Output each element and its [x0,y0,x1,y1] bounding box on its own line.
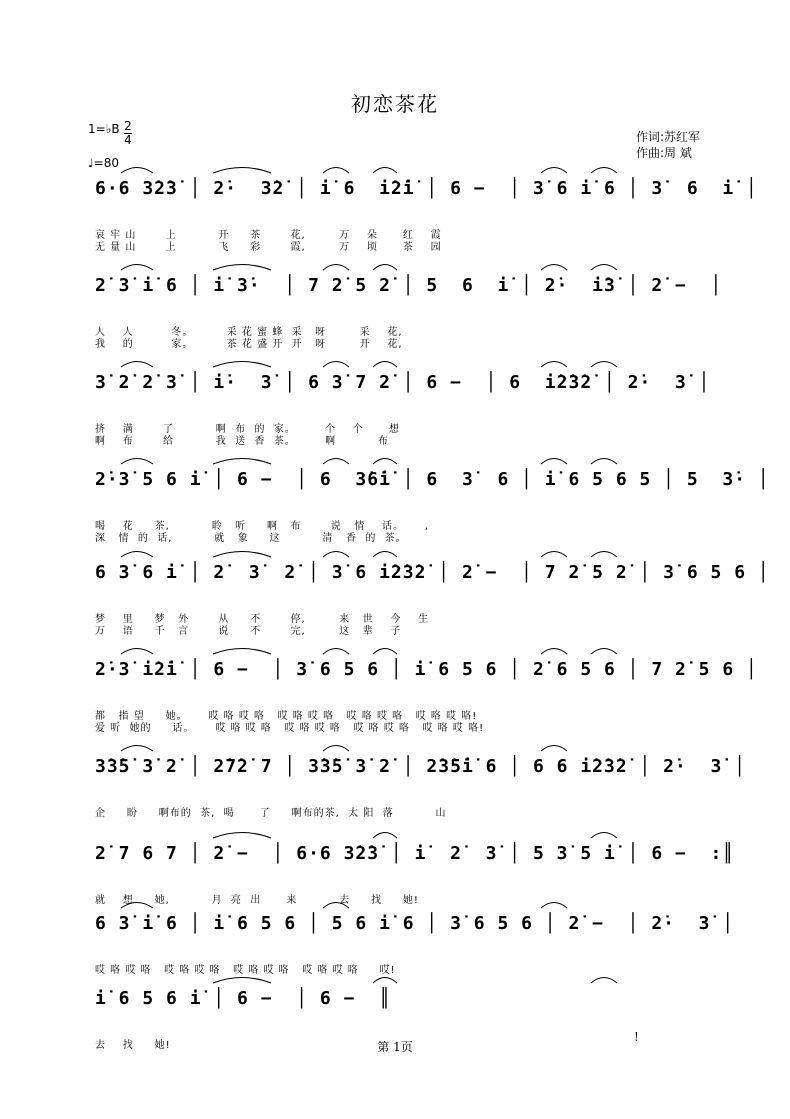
slur-mark [322,899,350,909]
lyric-line-1: 人 人 冬。 采 花 蜜 蜂 采 呀 采 花, [95,327,403,338]
slur-curve [121,459,153,465]
lyric-line-1: 哀 牢 山 上 开 茶 花, 万 朵 红 霞 [95,230,442,241]
slur-curve [213,649,271,655]
slur-mark [212,358,272,368]
slur-curve [121,746,153,752]
notation-line: 6 3̇ 6 i̇ │ 2̇ 3̇ 2̇ │ 3̇ 6 i̇2̇3̇2̇ │ 2̇ − │ 7 2̇ 5 2̇ │ 3̇ 6 5 6 │ [95,562,770,583]
slur-curve [591,552,617,558]
lyric-line-1: 去 找 她! [95,1040,171,1051]
slur-curve [591,459,617,465]
slur-mark [590,645,618,655]
slur-mark [322,742,350,752]
slur-curve [541,362,567,368]
slur-mark [322,261,350,271]
slur-mark [212,261,272,271]
slur-curve [591,168,617,174]
slur-curve [541,903,567,909]
slur-mark [590,548,618,558]
song-title: 初恋茶花 [351,92,439,116]
slur-mark [322,455,350,465]
lyric-line-2: 深 情 的 话, 就 象 这 清 香 的 茶。 [95,533,407,544]
slur-mark [590,164,618,174]
slur-curve [323,649,349,655]
score-system [0,756,790,856]
slur-mark [540,899,568,909]
slur-mark [212,548,272,558]
slur-curve [541,552,567,558]
slur-mark [212,455,272,465]
slur-curve [373,459,397,465]
slur-mark [540,548,568,558]
lyric-line-2: 无 量 山 上 飞 彩 霞, 万 顷 茶 园 [95,242,442,253]
slur-mark [212,164,272,174]
slur-mark [120,548,154,558]
slur-curve [213,459,271,465]
notation-line: 6 3̇ i̇ 6 │ i̇ 6 5 6 │ 5 6 i̇ 6 │ 3̇ 6 5 6 │ 2̇ − │ 2̇· 3̇ │ [95,913,735,934]
slur-curve [373,362,397,368]
slur-curve [591,265,617,271]
slur-mark [322,645,350,655]
slur-curve [373,552,397,558]
slur-mark [120,455,154,465]
notation-line: i̇ 6 5 6 i̇ │ 6 − │ 6 − ║ [95,988,391,1009]
slur-curve [373,168,397,174]
slur-curve [591,649,617,655]
stray-mark: ! [634,1030,639,1044]
time-signature-bottom: 4 [124,133,132,147]
slur-curve [591,362,617,368]
slur-mark [372,261,398,271]
slur-mark [120,645,154,655]
lyric-line-2: 我 的 家。 茶 花 盛 开 开 呀 开 花, [95,339,403,350]
slur-mark [372,358,398,368]
slur-curve [373,649,397,655]
slur-curve [541,459,567,465]
slur-curve [541,265,567,271]
page-number: 第 1页 [377,1040,413,1054]
slur-curve [323,265,349,271]
notation-line: 3̇ 2̇ 2̇ 3̇ │ i̇· 3̇ │ 6 3̇ 7 2̇ │ 6 − │ 6 i̇2̇3̇2̇ │ 2̇· 3̇ │ [95,372,711,393]
lyric-line-1: 都 指 望 她。 哎 咯 哎 咯 哎 咯 哎 咯 哎 咯 哎 咯 哎 咯 哎 咯! [95,711,478,722]
slur-curve [541,746,567,752]
slur-mark [120,358,154,368]
notation-line: 2̇·3̇ i̇2̇i̇ │ 6 − │ 3̇ 6 5 6 │ i̇ 6 5 6 │ 2̇ 6 5 6 │ 7 2̇ 5 6 │ [95,659,758,680]
slur-curve [323,459,349,465]
slur-mark [540,358,568,368]
slur-curve [323,362,349,368]
lyric-line-2: 啊 布 给 我 送 香 茶。 啊 布 [95,436,389,447]
notation-line: 6·6 3̇2̇3̇ │ 2̇· 3̇2̇ │ i̇ 6 i̇2̇i̇ │ 6 − │ 3̇ 6 i̇ 6 │ 3̇ 6 i̇ │ [95,178,758,199]
lyric-line-1: 哎 咯 哎 咯 哎 咯 哎 咯 哎 咯 哎 咯 哎 咯 哎 咯 哎! [95,965,396,976]
slur-curve [213,978,271,984]
composer-credit: 作曲:周 斌 [636,146,692,160]
lyricist-credit: 作词:苏红军 [636,130,701,144]
notation-line: 3̇3̇5̇ 3̇ 2̇ │ 2̇7̇2̇ 7 │ 3̇3̇5̇ 3̇ 2̇ │ 2̇3̇5̇i̇ 6 │ 6 6 i̇2̇3̇2̇ │ 2̇· 3̇ │ [95,756,747,777]
slur-mark [372,645,398,655]
slur-mark [590,829,618,839]
slur-mark [372,455,398,465]
slur-curve [121,168,153,174]
notation-line: 2̇ 3̇ i̇ 6 │ i̇ 3̇· │ 7 2̇ 5 2̇ │ 5 6 i̇ │ 2̇· i̇3̇ │ 2̇ − │ [95,275,723,296]
slur-curve [373,978,397,984]
slur-mark [540,261,568,271]
lyric-line-1: 梦 里 梦 外 从 不 停, 来 世 今 生 [95,614,430,625]
score-system [0,659,790,759]
slur-mark [212,829,272,839]
slur-curve [121,265,153,271]
slur-mark [540,645,568,655]
slur-curve [323,746,349,752]
slur-curve [213,265,271,271]
slur-curve [213,168,271,174]
slur-curve [373,833,397,839]
slur-mark [372,829,398,839]
slur-mark [212,974,272,984]
slur-curve [213,362,271,368]
slur-curve [323,168,349,174]
time-signature-top: 2 [124,119,132,133]
slur-curve [373,265,397,271]
lyric-line-2: 爱 听 她的 话。 哎 咯 哎 咯 哎 咯 哎 咯 哎 咯 哎 咯 哎 咯 哎 咯! [95,723,485,734]
slur-mark [590,261,618,271]
lyric-line-2: 万 语 千 言 说 不 完, 这 辈 子 [95,626,402,637]
key-signature: 1=♭B [88,122,120,136]
slur-mark [322,164,350,174]
slur-curve [323,903,349,909]
tempo-mark: ♩=80 [88,156,119,170]
slur-curve [121,362,153,368]
slur-mark [322,548,350,558]
slur-mark [590,358,618,368]
slur-curve [213,552,271,558]
slur-curve [121,649,153,655]
time-signature [124,120,132,147]
lyric-line-1: 喝 花 茶, 聆 听 啊 布 说 情 话。 , [95,521,430,532]
slur-curve [591,978,617,984]
notation-line: 2̇ 7 6 7 │ 2̇ − │ 6·6 3̇2̇3̇ │ i̇ 2̇ 3̇ │ 5 3̇ 5 i̇ │ 6 − :║ [95,843,735,864]
slur-mark [120,261,154,271]
slur-mark [590,455,618,465]
slur-mark [540,742,568,752]
lyric-line-1: 挤 满 了 啊 布 的 家。 个 个 想 [95,424,400,435]
lyric-line-1: 就 想 她, 月 亮 出 来 去 找 她! [95,895,419,906]
lyric-line-1: 企 盼 啊布的 茶, 喝 了 啊布的茶, 太 阳 落 山 [95,808,447,819]
slur-curve [541,649,567,655]
slur-mark [372,164,398,174]
slur-curve [541,168,567,174]
slur-mark [212,645,272,655]
notation-line: 2̇·3̇ 5 6 i̇ │ 6 − │ 6 3̇6̇i̇ │ 6 3̇ 6 │ i̇ 6 5 6 5 │ 5 3̇· │ [95,469,770,490]
slur-mark [540,455,568,465]
slur-curve [323,552,349,558]
slur-curve [591,833,617,839]
slur-mark [120,742,154,752]
slur-mark [540,164,568,174]
slur-curve [121,552,153,558]
slur-mark [120,899,154,909]
slur-mark [322,358,350,368]
slur-curve [121,903,153,909]
slur-mark [372,548,398,558]
slur-mark [120,164,154,174]
slur-mark [372,974,398,984]
slur-curve [213,833,271,839]
slur-mark [590,974,618,984]
